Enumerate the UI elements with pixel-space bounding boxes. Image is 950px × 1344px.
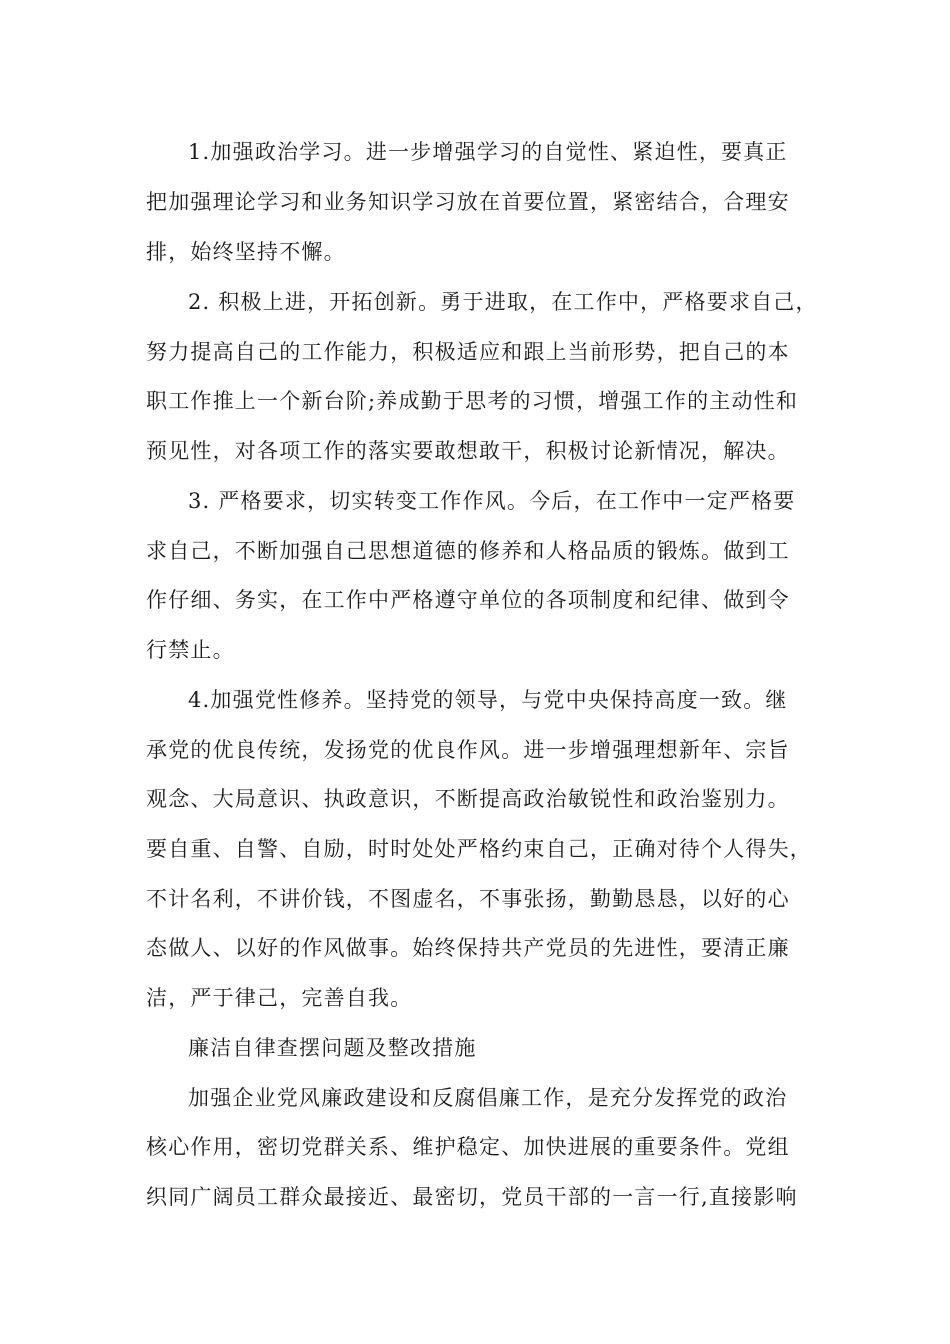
text-line: 观念、大局意识、执政意识，不断提高政治敏锐性和政治鉴别力。 — [146, 787, 790, 811]
text-line: 织同广阔员工群众最接近、最密切，党员干部的一言一行,直接影响 — [146, 1185, 798, 1209]
text-line: 3. 严格要求，切实转变工作作风。今后，在工作中一定严格要 — [188, 489, 796, 513]
section-heading: 廉洁自律查摆问题及整改措施 — [188, 1036, 477, 1060]
text-line: 作仔细、务实，在工作中严格遵守单位的各项制度和纪律、做到令 — [146, 588, 790, 612]
text-line: 求自己，不断加强自己思想道德的修养和人格品质的锻炼。做到工 — [146, 539, 790, 563]
text-line: 排，始终坚持不懈。 — [146, 240, 346, 264]
text-line: 态做人、以好的作风做事。始终保持共产党员的先进性，要清正廉 — [146, 936, 790, 960]
text-line: 核心作用，密切党群关系、维护稳定、加快进展的重要条件。党组 — [146, 1135, 790, 1159]
text-line: 努力提高自己的工作能力，积极适应和跟上当前形势，把自己的本 — [146, 340, 790, 364]
text-line: 1.加强政治学习。进一步增强学习的自觉性、紧迫性，要真正 — [188, 140, 788, 164]
text-line: 要自重、自警、自励，时时处处严格约束自己，正确对待个人得失， — [146, 837, 812, 861]
text-line: 预见性，对各项工作的落实要敢想敢干，积极讨论新情况，解决。 — [146, 439, 790, 463]
text-line: 承党的优良传统，发扬党的优良作风。进一步增强理想新年、宗旨 — [146, 738, 790, 762]
text-line: 加强企业党风廉政建设和反腐倡廉工作，是充分发挥党的政治 — [188, 1086, 788, 1110]
text-line: 行禁止。 — [146, 638, 235, 662]
text-line: 不计名利，不讲价钱，不图虚名，不事张扬，勤勤恳恳，以好的心 — [146, 887, 790, 911]
text-line: 把加强理论学习和业务知识学习放在首要位置，紧密结合，合理安 — [146, 190, 790, 214]
text-line: 洁，严于律己，完善自我。 — [146, 986, 413, 1010]
text-line: 4.加强党性修养。坚持党的领导，与党中央保持高度一致。继 — [188, 688, 788, 712]
text-line: 职工作推上一个新台阶;养成勤于思考的习惯，增强工作的主动性和 — [146, 389, 799, 413]
text-line: 2. 积极上进，开拓创新。勇于进取，在工作中，严格要求自己， — [188, 290, 818, 314]
